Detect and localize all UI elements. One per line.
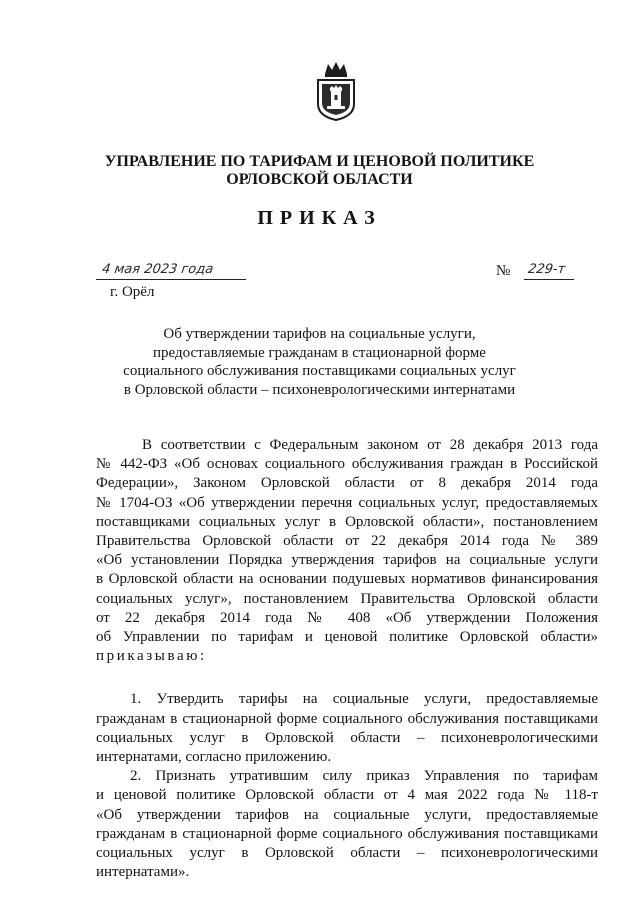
city-label: г. Орёл <box>110 284 155 300</box>
order-subject <box>0 325 639 399</box>
number-underline <box>524 279 574 280</box>
preamble-line: в Орловской области на основании подушевых нормативов финансирования <box>96 571 598 588</box>
item-line: «Об утверждении тарифов на социальные услуги, предоставляемые <box>96 806 598 823</box>
preamble-paragraph <box>96 436 598 666</box>
preamble-line: № 1704-ОЗ «Об утверждении перечня социальных услуг, предоставляемых <box>96 494 598 511</box>
preamble-line: Правительства Орловской области от 22 декабря 2014 года № 389 <box>96 533 598 550</box>
date-field <box>96 260 246 282</box>
order-item-2 <box>96 767 598 882</box>
order-item-1 <box>96 690 598 767</box>
handwritten-number: 229-т <box>527 262 567 277</box>
preamble-line: поставщиками социальных услуг в Орловской области», постановлением <box>96 513 598 530</box>
handwritten-date: 4 мая 2023 года <box>101 262 215 277</box>
issuer-name-line2: ОРЛОВСКОЙ ОБЛАСТИ <box>226 171 413 188</box>
preamble-line: Федерации», Законом Орловской области от 8 декабря 2014 года <box>96 475 598 492</box>
document-type-title: ПРИКАЗ <box>257 207 382 229</box>
preamble-line: В соответствии с Федеральным законом от 28 декабря 2013 года <box>142 437 598 453</box>
item-line: 2. Признать утратившим силу приказ Управления по тарифам <box>130 768 598 785</box>
item-line: социальных услуг в Орловской области – психоневрологическими <box>96 845 598 862</box>
coat-of-arms-icon <box>315 60 357 122</box>
preamble-line: № 442-ФЗ «Об основах социального обслуживания граждан в Российской <box>96 456 598 473</box>
order-body <box>96 436 598 882</box>
item-line: гражданам в стационарной форме социального обслуживания поставщиками <box>96 710 598 727</box>
order-word: приказываю: <box>96 648 207 665</box>
number-field <box>524 260 574 282</box>
preamble-line: социальных услуг», постановлением Правительства Орловской области <box>96 590 598 607</box>
preamble-line: «Об установлении Порядка утверждения тарифов на социальные услуги <box>96 552 598 569</box>
item-line: и ценовой политике Орловской области от 4 мая 2022 года № 118-т <box>96 787 598 804</box>
date-underline <box>96 279 246 280</box>
item-line: социальных услуг в Орловской области – психоневрологическими <box>96 729 598 746</box>
subject-line: социального обслуживания поставщиками социальных услуг <box>123 363 516 379</box>
item-line: интернатами, согласно приложению. <box>96 749 332 766</box>
item-line: гражданам в стационарной форме социального обслуживания поставщиками <box>96 825 598 842</box>
subject-line: Об утверждении тарифов на социальные услуги, <box>163 326 476 342</box>
preamble-line: от 22 декабря 2014 года № 408 «Об утверждении Положения <box>96 609 598 626</box>
item-line: интернатами». <box>96 864 190 881</box>
subject-line: предоставляемые гражданам в стационарной форме <box>153 344 486 361</box>
issuer-name-line1: УПРАВЛЕНИЕ ПО ТАРИФАМ И ЦЕНОВОЙ ПОЛИТИКЕ <box>104 153 535 170</box>
number-sign: № <box>496 263 511 279</box>
preamble-line: об Управлении по тарифам и ценовой политике Орловской области» <box>96 629 598 646</box>
item-line: 1. Утвердить тарифы на социальные услуги, предоставляемые <box>130 691 598 708</box>
subject-line: в Орловской области – психоневрологическими интернатами <box>123 381 516 398</box>
